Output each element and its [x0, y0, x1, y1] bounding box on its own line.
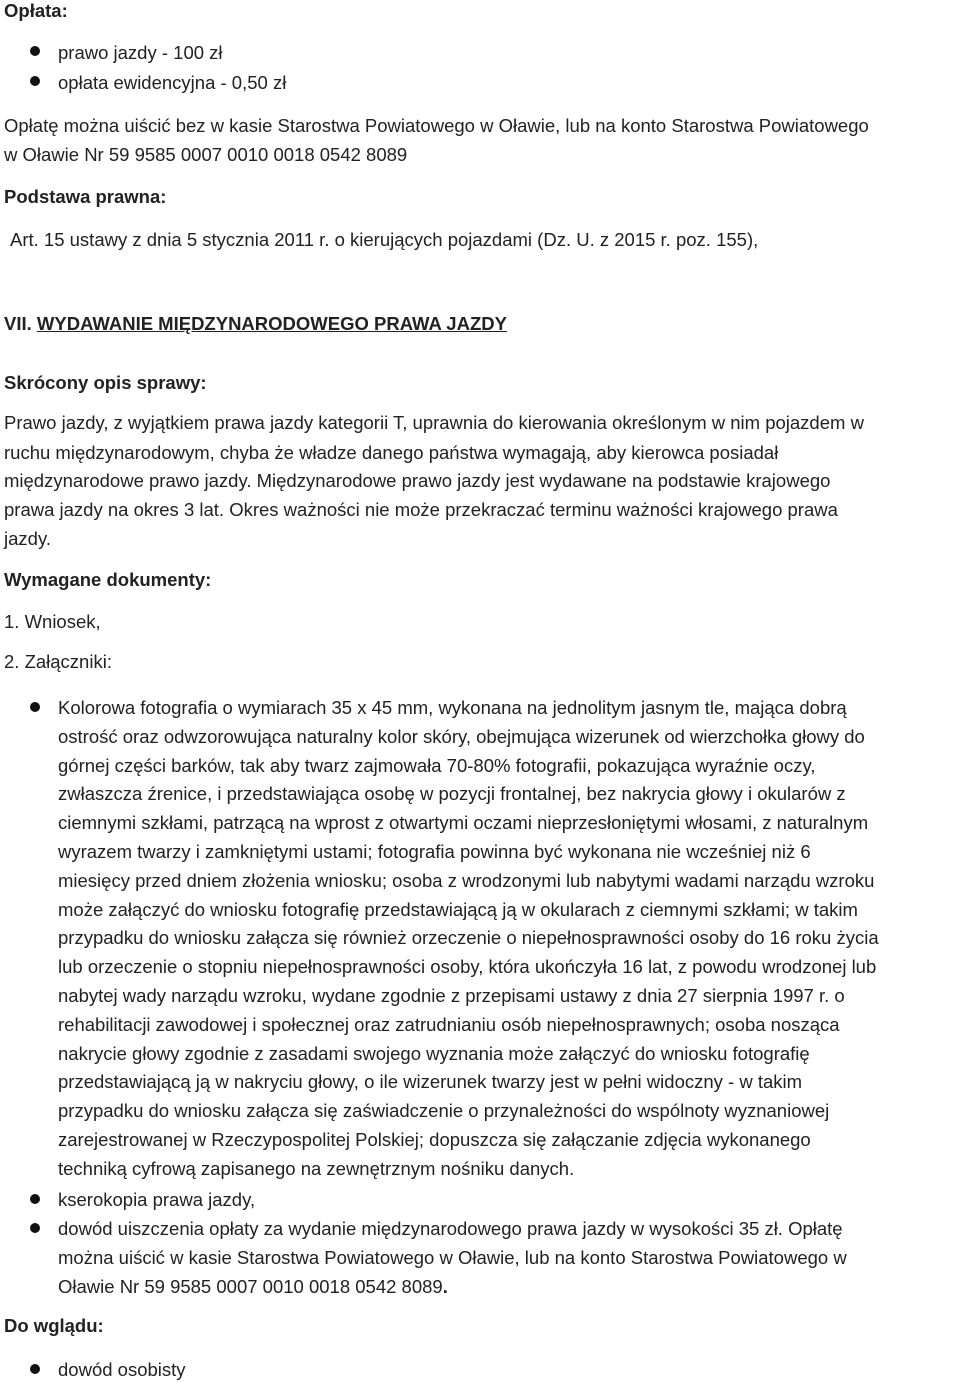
attachment-line	[58, 1014, 840, 1036]
summary-line: Prawo jazdy, z wyjątkiem prawa jazdy kategorii T, uprawnia do kierowania określonym w nim pojazdem w	[4, 412, 864, 433]
section-title-text: WYDAWANIE MIĘDZYNARODOWEGO PRAWA JAZDY	[36, 313, 507, 334]
section-number: VII.	[4, 313, 37, 334]
attachment-line	[58, 841, 811, 863]
section-title	[4, 315, 507, 334]
attachment-text: lub orzeczenie o stopniu niepełnosprawności osoby, która ukończyła 16 lat, z powodu wrodzonej lub	[58, 956, 877, 978]
attachment-text: miesięcy przed dniem złożenia wniosku; osoba z wrodzonymi lub nabytymi wadami narządu wzroku	[58, 869, 875, 891]
attachment-line	[58, 1071, 802, 1093]
attachment-line	[58, 1043, 810, 1065]
attachment-line	[58, 697, 847, 719]
attachment-line	[58, 1189, 255, 1211]
attachment-text: można uiścić w kasie Starostwa Powiatowego w Oławie, lub na konto Starostwa Powiatowego w	[58, 1246, 847, 1268]
attachment-text: zwłaszcza źrenice, i przedstawiająca osobę w pozycji frontalnej, bez nakrycia głowy i okularów z	[58, 783, 846, 805]
view-item: dowód osobisty	[58, 1359, 186, 1380]
bullet-icon	[30, 46, 40, 56]
attachment-line	[58, 1158, 574, 1180]
summary-line: ruchu międzynarodowym, chyba że władze danego państwa wymagają, aby kierowca posiadał	[4, 442, 779, 463]
attachment-line	[58, 812, 868, 834]
attachment-line	[58, 755, 815, 777]
attachment-text: przedstawiającą ją w nakryciu głowy, o ile wizerunek twarzy jest w pełni widoczny - w takim	[58, 1071, 803, 1093]
attachment-line	[58, 1129, 811, 1151]
attachment-text: zarejestrowanej w Rzeczypospolitej Polskiej; dopuszcza się załączanie zdjęcia wykonanego	[58, 1129, 811, 1150]
attachment-text: Kolorowa fotografia o wymiarach 35 x 45 mm, wykonana na jednolitym jasnym tle, mająca dobrą	[58, 697, 847, 718]
attachment-line	[58, 1276, 448, 1298]
bullet-icon	[30, 702, 40, 712]
attachment-line	[58, 1100, 829, 1122]
attachment-line	[58, 1247, 847, 1269]
attachment-text: kserokopia prawa jazdy,	[58, 1189, 256, 1210]
document-item: 1. Wniosek,	[4, 611, 101, 632]
attachment-text: dowód uiszczenia opłaty za wydanie międzynarodowego prawa jazdy w wysokości 35 zł. Opłatę	[58, 1218, 843, 1239]
summary-line: jazdy.	[4, 528, 51, 549]
bullet-icon	[30, 1364, 40, 1374]
bullet-icon	[30, 1223, 40, 1233]
summary-line: międzynarodowe prawo jazdy. Międzynarodowe prawo jazdy jest wydawane na podstawie krajowego	[4, 470, 831, 491]
fee-item: opłata ewidencyjna - 0,50 zł	[58, 72, 287, 93]
legal-heading: Podstawa prawna:	[4, 186, 167, 207]
attachment-line	[58, 1218, 843, 1240]
attachment-line	[58, 726, 865, 748]
attachment-line	[58, 985, 845, 1007]
attachment-text: nakrycie głowy zgodnie z zasadami swojego wyznania może załączyć do wniosku fotografię	[58, 1042, 810, 1064]
attachment-period: .	[442, 1275, 448, 1297]
attachment-text: górnej części barków, tak aby twarz zajmowała 70-80% fotografii, pokazująca wyraźnie oczy,	[58, 754, 816, 776]
attachment-line	[58, 956, 876, 978]
bullet-icon	[30, 1194, 40, 1204]
attachment-text: może załączyć do wniosku fotografię przedstawiającą ją w okularach z ciemnymi szkłami; w takim	[58, 898, 858, 920]
attachment-text: przypadku do wniosku załącza się również orzeczenie o niepełnosprawności osoby do 16 roku życia	[58, 927, 879, 949]
attachment-text: nabytej wady narządu wzroku, wydane zgodnie z przepisami ustawy z dnia 27 sierpnia 1997 r. o	[58, 985, 845, 1006]
bullet-icon	[30, 76, 40, 86]
fee-item: prawo jazdy - 100 zł	[58, 42, 223, 63]
attachment-line	[58, 899, 858, 921]
summary-heading: Skrócony opis sprawy:	[4, 372, 207, 393]
fee-heading: Opłata:	[4, 0, 68, 21]
attachment-text: Oławie Nr 59 9585 0007 0010 0018 0542 8089	[58, 1275, 443, 1297]
summary-line: prawa jazdy na okres 3 lat. Okres ważności nie może przekraczać terminu ważności krajowego prawa	[4, 499, 838, 520]
view-heading: Do wglądu:	[4, 1315, 104, 1336]
documents-heading: Wymagane dokumenty:	[4, 569, 212, 590]
document-item: 2. Załączniki:	[4, 651, 112, 672]
attachment-text: rehabilitacji zawodowej i społecznej oraz zatrudnianiu osób niepełnosprawnych; osoba nosząca	[58, 1013, 840, 1035]
attachment-text: techniką cyfrową zapisanego na zewnętrznym nośniku danych.	[58, 1157, 575, 1179]
fee-payment-text: w Oławie Nr 59 9585 0007 0010 0018 0542 8089	[4, 144, 408, 165]
fee-payment-text: Opłatę można uiścić bez w kasie Starostwa Powiatowego w Oławie, lub na konto Starostwa Powiatowego	[4, 115, 869, 136]
attachment-line	[58, 870, 874, 892]
attachment-line	[58, 927, 879, 949]
attachment-text: ostrość oraz odwzorowująca naturalny kolor skóry, obejmująca wizerunek od wierzchołka głowy do	[58, 725, 865, 747]
legal-text: Art. 15 ustawy z dnia 5 stycznia 2011 r. o kierujących pojazdami (Dz. U. z 2015 r. poz. 155),	[10, 229, 759, 250]
attachment-text: przypadku do wniosku załącza się zaświadczenie o przynależności do wspólnoty wyznaniowej	[58, 1100, 830, 1122]
attachment-text: ciemnymi szkłami, patrzącą na wprost z otwartymi oczami nieprzesłoniętymi włosami, z naturalnym	[58, 812, 869, 834]
attachment-line	[58, 783, 846, 805]
attachment-text: wyrazem twarzy i zamkniętymi ustami; fotografia powinna być wykonana nie wcześniej niż 6	[58, 841, 811, 862]
